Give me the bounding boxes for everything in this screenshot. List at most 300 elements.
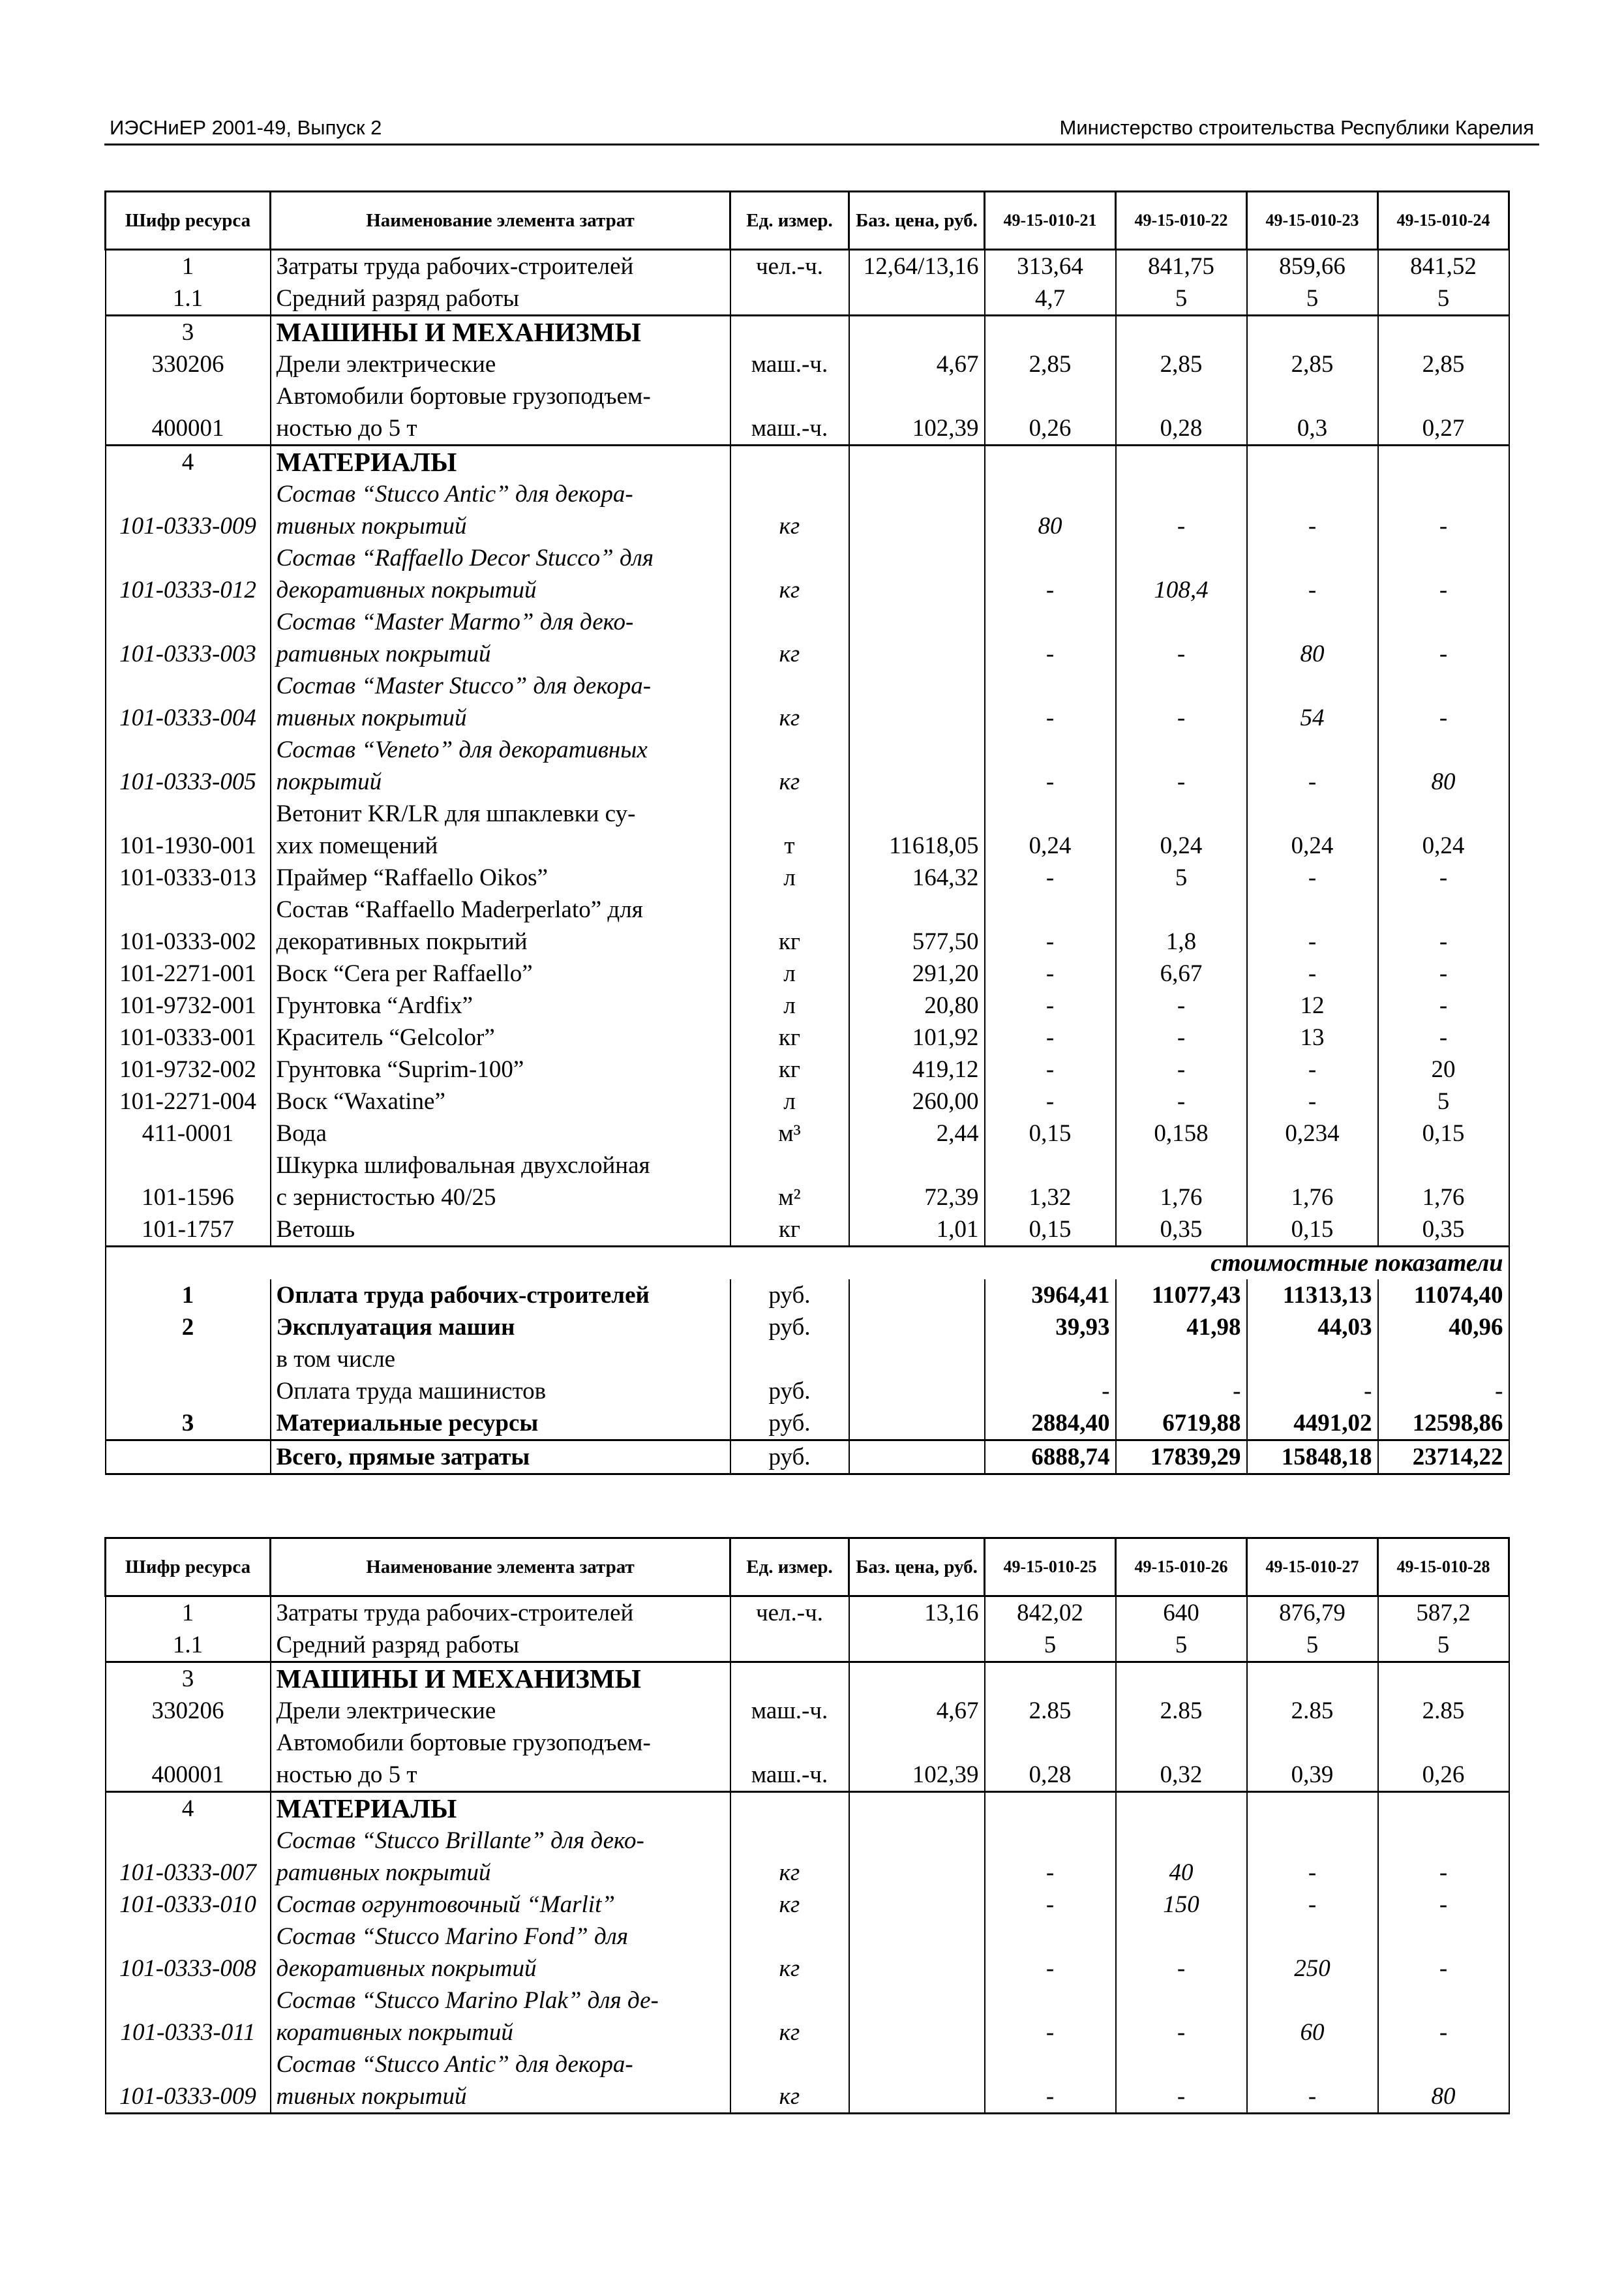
table-cell — [985, 670, 1116, 702]
resource-name: хих помещений — [271, 830, 730, 862]
value-cell: 80 — [985, 510, 1116, 542]
value-cell: 1,32 — [985, 1181, 1116, 1213]
value-cell: 44,03 — [1247, 1311, 1378, 1343]
value-cell: 0,24 — [1378, 830, 1509, 862]
value-cell: 0,26 — [1378, 1759, 1509, 1792]
page-header — [104, 111, 1539, 145]
table-cell — [1378, 670, 1509, 702]
value-cell: 2,85 — [985, 348, 1116, 380]
value-cell: 4,7 — [985, 282, 1116, 316]
price-cell: 577,50 — [849, 926, 985, 958]
price-cell: 102,39 — [849, 412, 985, 446]
table-cell — [985, 1921, 1116, 1953]
value-cell: - — [1116, 702, 1247, 734]
value-cell: - — [985, 1054, 1116, 1086]
value-cell: - — [1378, 1022, 1509, 1054]
cost-name: в том числе — [271, 1343, 730, 1375]
value-cell: - — [1116, 1375, 1247, 1407]
resource-name: Состав огрунтовочный “Marlit” — [271, 1889, 730, 1921]
unit-cell: л — [730, 862, 849, 894]
col-header: Наименование элемента затрат — [271, 192, 730, 250]
value-cell: 5 — [1378, 282, 1509, 316]
value-cell: 640 — [1116, 1596, 1247, 1630]
price-cell — [849, 2080, 985, 2114]
resource-code: 101-9732-001 — [106, 990, 271, 1022]
table-row — [106, 990, 1509, 1022]
table-cell — [985, 478, 1116, 510]
table-cell — [1247, 894, 1378, 926]
section-code: 4 — [106, 1792, 271, 1825]
table-header-row — [106, 192, 1509, 250]
table-cell — [849, 446, 985, 479]
unit-cell: маш.-ч. — [730, 348, 849, 380]
resource-code: 1.1 — [106, 1629, 271, 1662]
price-cell: 164,32 — [849, 862, 985, 894]
price-cell — [849, 574, 985, 606]
value-cell: - — [1378, 638, 1509, 670]
table-row — [106, 1857, 1509, 1889]
price-cell: 260,00 — [849, 1086, 985, 1118]
table-row — [106, 734, 1509, 766]
table-row — [106, 2048, 1509, 2080]
resource-name: Ветошь — [271, 1213, 730, 1247]
value-cell: - — [985, 1889, 1116, 1921]
resource-code-blank — [106, 1149, 271, 1181]
value-cell: - — [1247, 862, 1378, 894]
value-cell: 5 — [985, 1629, 1116, 1662]
value-cell: 0,24 — [1116, 830, 1247, 862]
resource-table-1 — [104, 190, 1510, 1475]
col-header: 49-15-010-23 — [1247, 192, 1378, 250]
table-row — [106, 1213, 1509, 1247]
table-row — [106, 606, 1509, 638]
resource-code: 330206 — [106, 1695, 271, 1727]
value-cell: 587,2 — [1378, 1596, 1509, 1630]
value-cell: 2.85 — [985, 1695, 1116, 1727]
unit-cell: кг — [730, 766, 849, 798]
table-row — [106, 830, 1509, 862]
price-cell: 12,64/13,16 — [849, 250, 985, 283]
resource-name: Состав “Raffaello Maderperlato” для — [271, 894, 730, 926]
value-cell: 313,64 — [985, 250, 1116, 283]
value-cell: - — [1247, 958, 1378, 990]
value-cell: 0,24 — [1247, 830, 1378, 862]
table-cell — [849, 1662, 985, 1696]
resource-code: 101-2271-001 — [106, 958, 271, 990]
col-header: Баз. цена, руб. — [849, 1538, 985, 1596]
table-cell — [730, 478, 849, 510]
table-row — [106, 1792, 1509, 1825]
price-cell: 4,67 — [849, 1695, 985, 1727]
resource-name: ностью до 5 т — [271, 1759, 730, 1792]
price-cell — [849, 282, 985, 316]
table-cell — [1247, 542, 1378, 574]
resource-name: декоративных покрытий — [271, 1953, 730, 1985]
section-code: 4 — [106, 446, 271, 479]
table-cell — [1247, 478, 1378, 510]
value-cell: 80 — [1378, 2080, 1509, 2114]
table-cell — [730, 2048, 849, 2080]
table-cell — [985, 1149, 1116, 1181]
value-cell: 841,75 — [1116, 250, 1247, 283]
value-cell: - — [1247, 1054, 1378, 1086]
resource-code: 400001 — [106, 1759, 271, 1792]
value-cell: 2,85 — [1116, 348, 1247, 380]
cost-code — [106, 1343, 271, 1375]
table-row — [106, 702, 1509, 734]
resource-name: Средний разряд работы — [271, 282, 730, 316]
resource-code-blank — [106, 380, 271, 412]
table-cell — [849, 1985, 985, 2016]
unit-cell: л — [730, 958, 849, 990]
table-cell — [985, 894, 1116, 926]
value-cell: 0,28 — [985, 1759, 1116, 1792]
section-title: МАТЕРИАЛЫ — [271, 446, 730, 479]
price-cell — [849, 1279, 985, 1311]
table-cell — [1378, 1727, 1509, 1759]
cost-code: 2 — [106, 1311, 271, 1343]
table-cell — [730, 1921, 849, 1953]
table-cell — [985, 446, 1116, 479]
value-cell: 0,15 — [1247, 1213, 1378, 1247]
table-cell — [985, 1825, 1116, 1857]
value-cell: - — [1247, 926, 1378, 958]
table-cell — [730, 606, 849, 638]
resource-code-blank — [106, 1825, 271, 1857]
table-cell — [985, 542, 1116, 574]
table-cell — [1247, 670, 1378, 702]
table-cell — [1378, 446, 1509, 479]
resource-name: Автомобили бортовые грузоподъем- — [271, 380, 730, 412]
resource-name: Краситель “Gelcolor” — [271, 1022, 730, 1054]
value-cell: 0,35 — [1116, 1213, 1247, 1247]
table-row — [106, 1759, 1509, 1792]
price-cell: 101,92 — [849, 1022, 985, 1054]
cost-code: 3 — [106, 1407, 271, 1440]
value-cell: 11313,13 — [1247, 1279, 1378, 1311]
table-cell — [1247, 446, 1378, 479]
table-cell — [849, 316, 985, 349]
resource-code: 101-0333-010 — [106, 1889, 271, 1921]
value-cell: 250 — [1247, 1953, 1378, 1985]
value-cell: - — [1116, 2016, 1247, 2048]
resource-code-blank — [106, 1985, 271, 2016]
resource-name: Автомобили бортовые грузоподъем- — [271, 1727, 730, 1759]
unit-cell: кг — [730, 2080, 849, 2114]
table-cell — [1116, 316, 1247, 349]
table-row — [106, 958, 1509, 990]
table-row — [106, 2080, 1509, 2114]
cost-name: Оплата труда рабочих-строителей — [271, 1279, 730, 1311]
price-cell — [849, 766, 985, 798]
table-cell — [1247, 1727, 1378, 1759]
value-cell: - — [985, 574, 1116, 606]
value-cell: - — [985, 862, 1116, 894]
resource-name: Грунтовка “Suprim-100” — [271, 1054, 730, 1086]
table-cell — [849, 542, 985, 574]
table-cell — [985, 1662, 1116, 1696]
price-cell: 20,80 — [849, 990, 985, 1022]
total-section — [106, 1440, 1509, 1474]
value-cell: - — [1247, 1086, 1378, 1118]
col-header: 49-15-010-28 — [1378, 1538, 1509, 1596]
value-cell: - — [1247, 510, 1378, 542]
value-cell: - — [1247, 1889, 1378, 1921]
table-row — [106, 1440, 1509, 1474]
unit-cell: т — [730, 830, 849, 862]
unit-cell: руб. — [730, 1279, 849, 1311]
unit-cell: кг — [730, 2016, 849, 2048]
value-cell: - — [1116, 1022, 1247, 1054]
table-row — [106, 1118, 1509, 1149]
resource-code: 330206 — [106, 348, 271, 380]
value-cell: - — [1116, 1086, 1247, 1118]
table-row — [106, 380, 1509, 412]
table-cell — [985, 798, 1116, 830]
value-cell: 2884,40 — [985, 1407, 1116, 1440]
table-row — [106, 2016, 1509, 2048]
resource-code-blank — [106, 734, 271, 766]
resource-code: 101-0333-009 — [106, 2080, 271, 2114]
table-cell — [985, 606, 1116, 638]
value-cell: 6719,88 — [1116, 1407, 1247, 1440]
value-cell: 1,76 — [1247, 1181, 1378, 1213]
col-header: Наименование элемента затрат — [271, 1538, 730, 1596]
resource-name: Состав “Veneto” для декоративных — [271, 734, 730, 766]
table-cell — [1116, 1662, 1247, 1696]
resource-code: 1 — [106, 1596, 271, 1630]
table-cell — [1247, 1792, 1378, 1825]
value-cell: 0,27 — [1378, 412, 1509, 446]
unit-cell: кг — [730, 574, 849, 606]
table-cell — [1378, 798, 1509, 830]
value-cell: 2,85 — [1247, 348, 1378, 380]
table-row — [106, 446, 1509, 479]
price-cell — [849, 1889, 985, 1921]
value-cell: - — [985, 926, 1116, 958]
value-cell: 6,67 — [1116, 958, 1247, 990]
value-cell: - — [985, 702, 1116, 734]
price-cell: 2,44 — [849, 1118, 985, 1149]
table-cell — [985, 1792, 1116, 1825]
unit-cell: руб. — [730, 1311, 849, 1343]
resource-code: 101-0333-005 — [106, 766, 271, 798]
value-cell: - — [1378, 990, 1509, 1022]
ministry-name: Министерство строительства Республики Карелия — [1059, 116, 1534, 139]
table-row — [106, 412, 1509, 446]
table-cell — [1247, 734, 1378, 766]
resource-name: покрытий — [271, 766, 730, 798]
price-cell: 1,01 — [849, 1213, 985, 1247]
value-cell — [985, 1343, 1116, 1375]
value-cell: - — [1116, 766, 1247, 798]
table-cell — [730, 380, 849, 412]
col-header: 49-15-010-26 — [1116, 1538, 1247, 1596]
resource-name: Шкурка шлифовальная двухслойная — [271, 1149, 730, 1181]
table-row — [106, 542, 1509, 574]
value-cell: 3964,41 — [985, 1279, 1116, 1311]
table-cell — [1116, 606, 1247, 638]
resource-name: Затраты труда рабочих-строителей — [271, 250, 730, 283]
price-cell: 13,16 — [849, 1596, 985, 1630]
table-cell — [985, 1985, 1116, 2016]
table-row — [106, 1181, 1509, 1213]
value-cell: 5 — [1116, 282, 1247, 316]
value-cell: - — [1378, 1857, 1509, 1889]
table-row — [106, 1086, 1509, 1118]
unit-cell — [730, 1343, 849, 1375]
table-cell — [849, 798, 985, 830]
materials-section — [106, 1792, 1509, 2114]
resource-code: 411-0001 — [106, 1118, 271, 1149]
table-cell — [1378, 1921, 1509, 1953]
unit-cell: м² — [730, 1181, 849, 1213]
col-header: 49-15-010-21 — [985, 192, 1116, 250]
table-row — [106, 348, 1509, 380]
unit-cell: кг — [730, 926, 849, 958]
price-cell — [849, 1375, 985, 1407]
value-cell: - — [1247, 766, 1378, 798]
value-cell: 1,76 — [1378, 1181, 1509, 1213]
table-cell — [1116, 1149, 1247, 1181]
value-cell: 20 — [1378, 1054, 1509, 1086]
unit-cell: руб. — [730, 1375, 849, 1407]
table-cell — [985, 316, 1116, 349]
table-cell — [1116, 894, 1247, 926]
value-cell: 40 — [1116, 1857, 1247, 1889]
value-cell: 4491,02 — [1247, 1407, 1378, 1440]
resource-name: с зернистостью 40/25 — [271, 1181, 730, 1213]
value-cell: - — [1116, 638, 1247, 670]
value-cell: 5 — [1116, 1629, 1247, 1662]
value-cell — [1247, 1343, 1378, 1375]
cost-section — [106, 1247, 1509, 1440]
table-row — [106, 1889, 1509, 1921]
resource-code-blank — [106, 1921, 271, 1953]
table-cell — [1378, 606, 1509, 638]
unit-cell: кг — [730, 702, 849, 734]
section-code: 3 — [106, 316, 271, 349]
value-cell: - — [1116, 510, 1247, 542]
unit-cell: кг — [730, 1022, 849, 1054]
value-cell: 0,26 — [985, 412, 1116, 446]
resource-code: 400001 — [106, 412, 271, 446]
resource-name: ративных покрытий — [271, 1857, 730, 1889]
table-cell — [1247, 1149, 1378, 1181]
table-cell — [730, 446, 849, 479]
table-row — [106, 1054, 1509, 1086]
price-cell: 11618,05 — [849, 830, 985, 862]
col-header: Ед. измер. — [730, 1538, 849, 1596]
value-cell: - — [1116, 1953, 1247, 1985]
unit-cell: руб. — [730, 1407, 849, 1440]
resource-code-blank — [106, 2048, 271, 2080]
value-cell: 0,32 — [1116, 1759, 1247, 1792]
value-cell: 12 — [1247, 990, 1378, 1022]
table-row — [106, 1953, 1509, 1985]
table-cell — [1378, 1662, 1509, 1696]
table-cell — [1247, 380, 1378, 412]
value-cell: 0,15 — [985, 1118, 1116, 1149]
value-cell: 5 — [1247, 1629, 1378, 1662]
resource-name: Затраты труда рабочих-строителей — [271, 1596, 730, 1630]
resource-code-blank — [106, 542, 271, 574]
resource-name: Дрели электрические — [271, 1695, 730, 1727]
value-cell: - — [985, 990, 1116, 1022]
value-cell: 80 — [1378, 766, 1509, 798]
total-value: 15848,18 — [1247, 1440, 1378, 1474]
table-cell — [1247, 316, 1378, 349]
unit-cell: кг — [730, 1213, 849, 1247]
price-cell: 4,67 — [849, 348, 985, 380]
value-cell: 2.85 — [1378, 1695, 1509, 1727]
value-cell: - — [985, 1953, 1116, 1985]
table-cell — [1116, 1727, 1247, 1759]
table-cell — [730, 1149, 849, 1181]
cost-name: Оплата труда машинистов — [271, 1375, 730, 1407]
unit-cell: кг — [730, 510, 849, 542]
table-cell — [730, 316, 849, 349]
col-header: Ед. измер. — [730, 192, 849, 250]
value-cell: - — [1247, 574, 1378, 606]
resource-code: 101-0333-002 — [106, 926, 271, 958]
unit-cell: кг — [730, 1889, 849, 1921]
table-row — [106, 1825, 1509, 1857]
table-cell — [1378, 1985, 1509, 2016]
value-cell: 2.85 — [1116, 1695, 1247, 1727]
value-cell: - — [985, 2016, 1116, 2048]
value-cell: - — [1247, 2080, 1378, 2114]
table-cell — [1116, 1921, 1247, 1953]
value-cell: 0,39 — [1247, 1759, 1378, 1792]
resource-code-blank — [106, 798, 271, 830]
value-cell: - — [1378, 510, 1509, 542]
table-cell — [1116, 478, 1247, 510]
value-cell: - — [1116, 1054, 1247, 1086]
price-cell — [849, 1407, 985, 1440]
table-cell — [1247, 1825, 1378, 1857]
table-row — [106, 1921, 1509, 1953]
value-cell: - — [985, 1375, 1116, 1407]
table-row — [106, 1279, 1509, 1311]
table-cell — [1247, 2048, 1378, 2080]
resource-name: Состав “Master Marmo” для деко- — [271, 606, 730, 638]
resource-name: Состав “Stucco Marino Plak” для де- — [271, 1985, 730, 2016]
resource-name: ративных покрытий — [271, 638, 730, 670]
resource-code: 101-0333-003 — [106, 638, 271, 670]
value-cell: - — [985, 1086, 1116, 1118]
price-cell: 419,12 — [849, 1054, 985, 1086]
table-row — [106, 798, 1509, 830]
value-cell: - — [1378, 926, 1509, 958]
section-title: МАШИНЫ И МЕХАНИЗМЫ — [271, 1662, 730, 1696]
table-cell — [849, 670, 985, 702]
table-cell — [849, 1727, 985, 1759]
table-cell — [730, 670, 849, 702]
resource-name: Воск “Waxatine” — [271, 1086, 730, 1118]
table-cell — [730, 798, 849, 830]
value-cell: - — [1378, 574, 1509, 606]
price-cell — [849, 702, 985, 734]
unit-cell — [730, 282, 849, 316]
table-cell — [1378, 1792, 1509, 1825]
table-cell — [730, 1662, 849, 1696]
value-cell: 5 — [1378, 1629, 1509, 1662]
table-row — [106, 1022, 1509, 1054]
value-cell: 5 — [1247, 282, 1378, 316]
col-header: Баз. цена, руб. — [849, 192, 985, 250]
table-row — [106, 316, 1509, 349]
